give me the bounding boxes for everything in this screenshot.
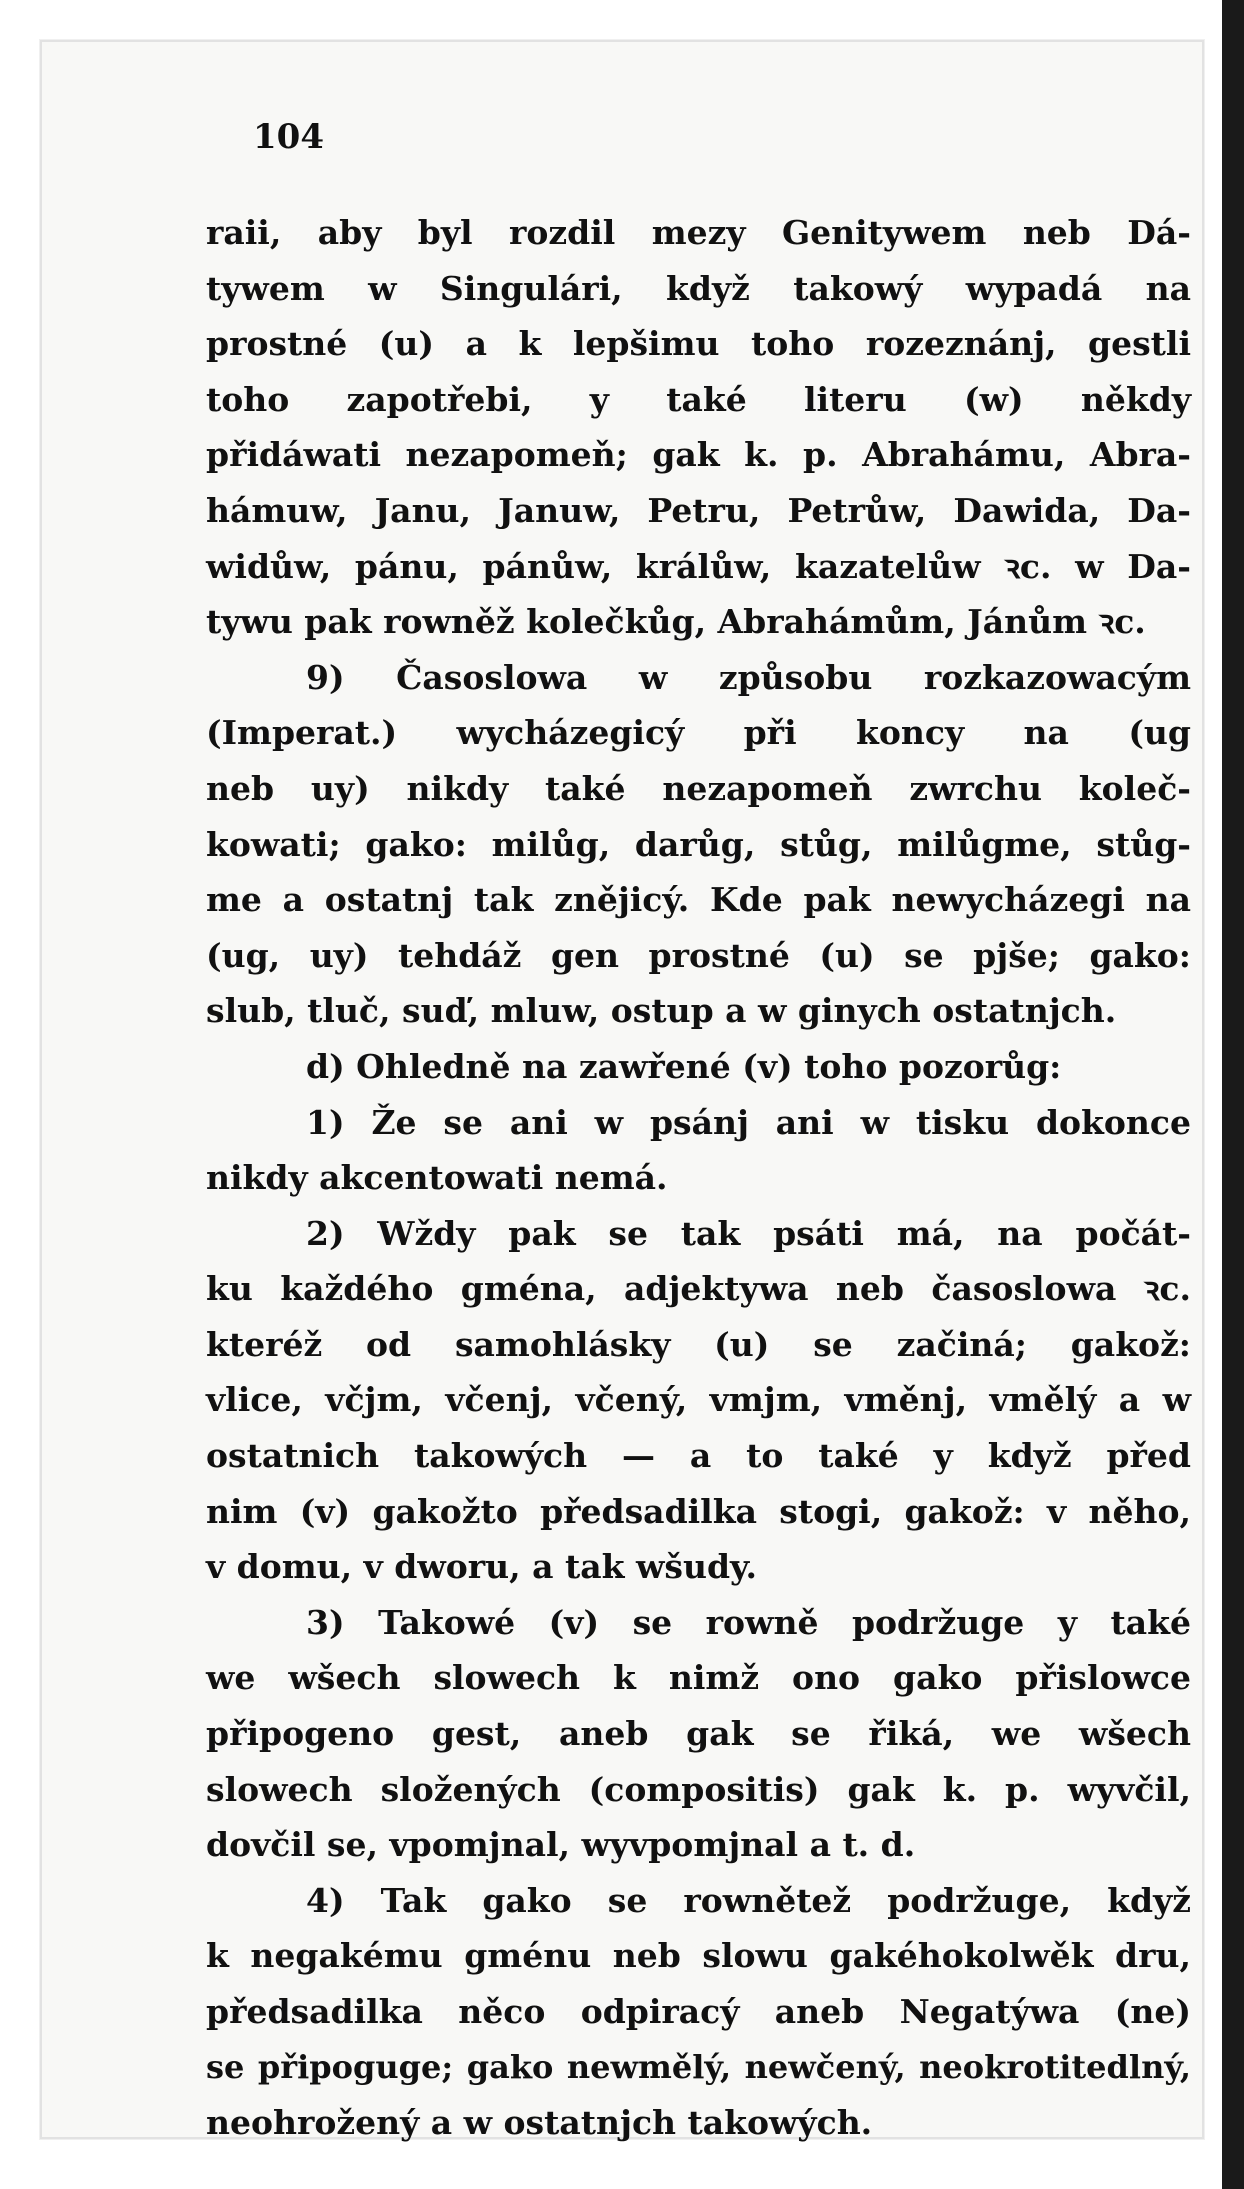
text-line: tywu pak rowněž kolečkůg, Abrahámům, Jánům ꝛc.	[206, 602, 1146, 642]
text-line: (ug, uy) tehdáž gen prostné (u) se pjše; gako:	[206, 935, 1191, 975]
text-line: me a ostatnj tak znějicý. Kde pak newycházegi na	[206, 880, 1191, 920]
text-line: vlice, včjm, včenj, včený, vmjm, vměnj, vmělý a w	[206, 1380, 1191, 1420]
page-number: 104	[253, 117, 324, 157]
text-line: slub, tluč, suď, mluw, ostup a w ginych ostatnjch.	[206, 991, 1117, 1031]
text-line: neb uy) nikdy také nezapomeň zwrchu koleč-	[206, 768, 1191, 808]
text-line: ku každého gména, adjektywa neb časoslowa ꝛc.	[206, 1269, 1191, 1309]
text-line: prostné (u) a k lepšimu toho rozeznánj, gestli	[206, 324, 1191, 364]
adjacent-page-edge	[1222, 0, 1244, 2189]
text-line: kteréž od samohlásky (u) se začiná; gakož:	[206, 1324, 1191, 1364]
text-line: přidáwati nezapomeň; gak k. p. Abrahámu, Abra-	[206, 435, 1191, 475]
text-line: we wšech slowech k nimž ono gako přislowce	[206, 1658, 1191, 1698]
text-line: (Imperat.) wycházegicý při koncy na (ug	[206, 713, 1191, 753]
text-line: 3) Takowé (v) se rowně podržuge y také	[306, 1602, 1191, 1642]
text-line: se připoguge; gako newmělý, newčený, neokrotitedlný,	[206, 2047, 1191, 2086]
text-line: slowech složených (compositis) gak k. p. wyvčil,	[206, 1769, 1191, 1809]
text-line: 2) Wždy pak se tak psáti má, na počát-	[306, 1213, 1191, 1253]
text-line: ostatnich takowých — a to také y když před	[206, 1436, 1191, 1476]
text-line: k negakému gménu neb slowu gakéhokolwěk dru,	[206, 1936, 1191, 1976]
text-line: 9) Časoslowa w způsobu rozkazowacým	[306, 657, 1191, 697]
text-line: nim (v) gakožto předsadilka stogi, gakož: v něho,	[206, 1491, 1191, 1531]
text-line: toho zapotřebi, y také literu (w) někdy	[206, 379, 1191, 419]
text-line: připogeno gest, aneb gak se řiká, we wšech	[206, 1714, 1191, 1754]
text-line: neohrožený a w ostatnjch takowých.	[206, 2103, 873, 2143]
text-line: předsadilka něco odpiracý aneb Negatýwa (ne)	[206, 1992, 1191, 2031]
text-line: raii, aby byl rozdil mezy Genitywem neb Dá-	[206, 213, 1191, 252]
text-line: d) Ohledně na zawřené (v) toho pozorůg:	[306, 1046, 1062, 1086]
text-line: tywem w Singulári, když takowý wypadá na	[206, 268, 1191, 308]
text-line: kowati; gako: milůg, darůg, stůg, milůgme, stůg-	[206, 824, 1191, 864]
text-line: hámuw, Janu, Januw, Petru, Petrůw, Dawida, Da-	[206, 490, 1191, 530]
text-line: 1) Že se ani w psánj ani w tisku dokonce	[306, 1102, 1191, 1142]
text-line: v domu, v dworu, a tak wšudy.	[206, 1547, 757, 1587]
text-line: nikdy akcentowati nemá.	[206, 1158, 668, 1198]
body-text	[206, 205, 1191, 2151]
text-line: 4) Tak gako se rownětež podržuge, když	[306, 1880, 1191, 1920]
text-line: widůw, pánu, pánůw, králůw, kazatelůw ꝛc. w Da-	[206, 546, 1191, 586]
text-line: dovčil se, vpomjnal, wyvpomjnal a t. d.	[206, 1825, 916, 1865]
